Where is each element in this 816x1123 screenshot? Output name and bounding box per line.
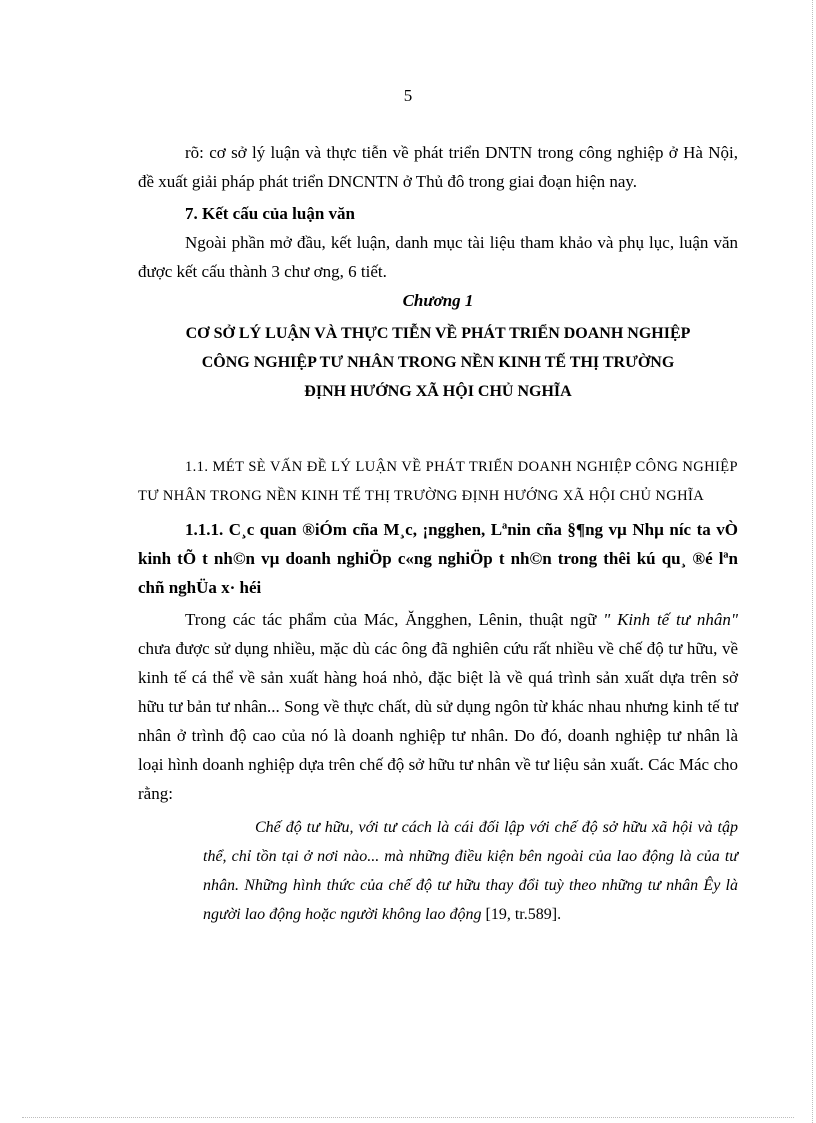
- chapter-title-line-3: ĐỊNH HƯỚNG XÃ HỘI CHỦ NGHĨA: [304, 383, 572, 400]
- structure-paragraph: Ngoài phần mở đầu, kết luận, danh mục tài liệu tham khảo và phụ lục, luận văn được kết cấu thành 3 chư ơng, 6 tiết.: [138, 233, 738, 281]
- page-number: 5: [403, 86, 413, 105]
- block-quote: [203, 813, 738, 929]
- document-body: [138, 138, 738, 929]
- intro-paragraph: rõ: cơ sở lý luận và thực tiễn về phát triển DNTN trong công nghiệp ở Hà Nội, đề xuất giải pháp phát triển DNCNTN ở Thủ đô trong giai đoạn hiện nay.: [138, 143, 738, 191]
- section-1-1-1-heading: 1.1.1. C¸c quan ®iÓm cña M¸c, ¡ngghen, Lªnin cña §¶ng vµ Nhµ níc ta vÒ kinh tÕ t nh©n vµ doanh nghiÖp c«ng nghiÖp t nh©n trong thêi kú qu¸ ®é lªn chñ nghÜa x· héi: [138, 520, 738, 597]
- chapter-label: Chương 1: [402, 291, 474, 310]
- section-1-1-heading: 1.1. MÉT SÈ VẤN ĐỀ LÝ LUẬN VỀ PHÁT TRIỂN DOANH NGHIỆP CÔNG NGHIỆP TƯ NHÂN TRONG NỀN KINH TẾ THỊ TRƯỜNG ĐỊNH HƯỚNG XÃ HỘI CHỦ NGHĨA: [138, 459, 738, 504]
- page-right-border: [812, 0, 813, 1123]
- chapter-title-line-2: CÔNG NGHIỆP TƯ NHÂN TRONG NỀN KINH TẾ THỊ TRƯỜNG: [201, 354, 675, 371]
- page-bottom-border: [22, 1117, 794, 1118]
- body-italic-term: " Kinh tế tư nhân": [603, 610, 738, 629]
- chapter-title-line-1: CƠ SỞ LÝ LUẬN VÀ THỰC TIỄN VỀ PHÁT TRIỂN DOANH NGHIỆP: [185, 325, 691, 342]
- chapter-title: [138, 319, 738, 406]
- section-7-heading: 7. Kết cấu của luận văn: [185, 204, 356, 223]
- body-text-rest: chưa được sử dụng nhiều, mặc dù các ông đã nghiên cứu rất nhiều về chế độ tư hữu, về kinh tế cá thể về sản xuất hàng hoá nhỏ, đặc biệt là về quá trình sản xuất dựa trên sở hữu tư bản tư nhân... Song về thực chất, dù sử dụng ngôn từ khác nhau nhưng kinh tế tư nhân ở trình độ cao của nó là doanh nghiệp tư nhân. Do đó, doanh nghiệp tư nhân là loại hình doanh nghiệp dựa trên chế độ sở hữu tư nhân về tư liệu sản xuất. Các Mác cho rằng:: [138, 639, 738, 803]
- quote-citation: [19, tr.589].: [485, 906, 562, 923]
- body-paragraph: [138, 605, 738, 808]
- body-text-start: Trong các tác phẩm của Mác, Ăngghen, Lênin, thuật ngữ: [185, 610, 604, 629]
- quote-text: Chế độ tư hữu, với tư cách là cái đối lập với chế độ sở hữu xã hội và tập thể, chỉ tồn tại ở nơi nào... mà những điều kiện bên ngoài của lao động là của tư nhân. Những hình thức của chế độ tư hữu thay đổi tuỳ theo những tư nhân Êy là người lao động hoặc người không lao động: [203, 819, 738, 923]
